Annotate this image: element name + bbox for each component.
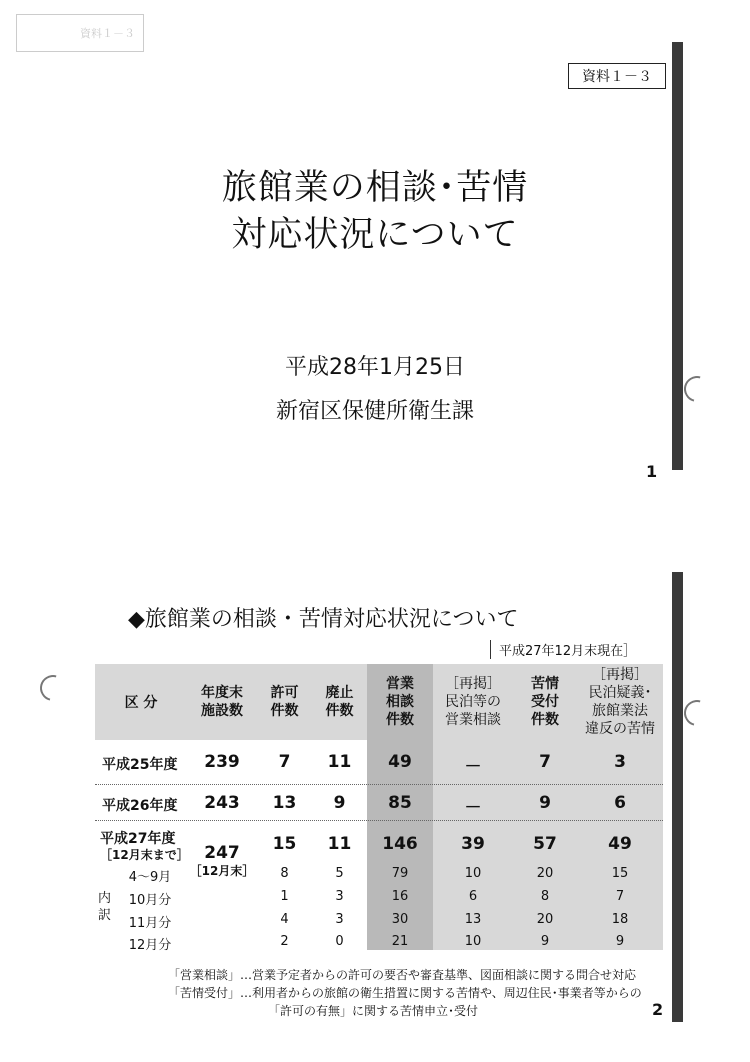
h26-complaints: 9 bbox=[539, 793, 551, 813]
h27-permits: 15 bbox=[272, 834, 297, 854]
slide1-date: 平成28年1月25日 bbox=[285, 355, 465, 380]
slide2-heading: ◆旅館業の相談・苦情対応状況について bbox=[128, 607, 519, 632]
row-divider bbox=[95, 784, 663, 785]
bd-closures-2: 3 bbox=[335, 912, 344, 927]
h26-closures: 9 bbox=[333, 793, 346, 813]
row-label-h25: 平成25年度 bbox=[102, 757, 178, 773]
bd-label-0: 4～9月 bbox=[128, 870, 172, 885]
bd-business-2: 30 bbox=[391, 912, 409, 927]
bd-business-1: 16 bbox=[391, 889, 409, 904]
bd-business-minpaku-2: 13 bbox=[464, 912, 482, 927]
bd-business-0: 79 bbox=[391, 866, 409, 881]
header-business: 営業 相談 件数 bbox=[386, 676, 414, 728]
h25-closures: 11 bbox=[327, 752, 352, 772]
bd-permits-3: 2 bbox=[280, 934, 289, 949]
note-business-consultation: 「営業相談」…営業予定者からの許可の要否や審査基準、図面相談に関する問合せ対応 bbox=[168, 968, 637, 982]
punch-hole-icon bbox=[35, 670, 71, 706]
slide1-title-line1: 旅館業の相談･苦情 bbox=[221, 168, 529, 208]
bd-label-3: 12月分 bbox=[128, 938, 172, 953]
document-label: 資料１－３ bbox=[568, 63, 666, 89]
h26-permits: 13 bbox=[272, 793, 297, 813]
h26-business-minpaku: － bbox=[464, 798, 482, 818]
slide1-title-line2: 対応状況について bbox=[231, 215, 519, 255]
h27-business-minpaku: 39 bbox=[461, 834, 485, 854]
bd-complaints-minpaku-3: 9 bbox=[615, 934, 625, 949]
breakdown-label: 内訳 bbox=[98, 891, 112, 923]
h25-business-minpaku: － bbox=[464, 757, 482, 777]
bd-closures-3: 0 bbox=[335, 934, 344, 949]
h25-business: 49 bbox=[388, 752, 412, 772]
h27-complaints: 57 bbox=[533, 834, 557, 854]
h26-complaints-minpaku: 6 bbox=[614, 793, 626, 813]
row-divider bbox=[95, 820, 663, 821]
faded-document-stamp: 資料１－３ bbox=[16, 14, 144, 52]
bd-business-minpaku-1: 6 bbox=[468, 889, 478, 904]
bd-complaints-minpaku-0: 15 bbox=[611, 866, 629, 881]
note-complaint-receipt: 「苦情受付」…利用者からの旅館の衛生措置に関する苦情や、周辺住民･事業者等からの bbox=[168, 986, 642, 1000]
bd-complaints-2: 20 bbox=[536, 912, 554, 927]
header-business-minpaku: ［再掲］ 民泊等の 営業相談 bbox=[445, 676, 501, 728]
bd-complaints-minpaku-1: 7 bbox=[615, 889, 625, 904]
bd-business-3: 21 bbox=[391, 934, 409, 949]
slide1-department: 新宿区保健所衛生課 bbox=[275, 399, 474, 424]
h27-business: 146 bbox=[382, 834, 418, 854]
header-facilities: 年度末 施設数 bbox=[201, 685, 243, 719]
bd-closures-0: 5 bbox=[335, 866, 344, 881]
binder-bar-bottom bbox=[672, 572, 683, 1022]
h27-closures: 11 bbox=[327, 834, 352, 854]
bd-permits-2: 4 bbox=[280, 912, 289, 927]
bd-complaints-3: 9 bbox=[540, 934, 550, 949]
bd-complaints-minpaku-2: 18 bbox=[611, 912, 629, 927]
bd-closures-1: 3 bbox=[335, 889, 344, 904]
h26-facilities: 243 bbox=[204, 793, 240, 813]
h27-facilities: 247 bbox=[204, 843, 240, 863]
bd-permits-1: 1 bbox=[280, 889, 289, 904]
header-kubun: 区 分 bbox=[124, 695, 158, 711]
bd-complaints-1: 8 bbox=[540, 889, 550, 904]
h25-permits: 7 bbox=[278, 752, 291, 772]
bd-permits-0: 8 bbox=[280, 866, 289, 881]
bd-complaints-0: 20 bbox=[536, 866, 554, 881]
row-label-h26: 平成26年度 bbox=[102, 798, 178, 814]
header-complaints: 苦情 受付 件数 bbox=[531, 676, 559, 728]
row-label-h27: 平成27年度 bbox=[100, 831, 176, 847]
bd-business-minpaku-0: 10 bbox=[464, 866, 482, 881]
h25-complaints: 7 bbox=[539, 752, 551, 772]
h27-facilities-note: ［12月末］ bbox=[189, 864, 255, 878]
slide2-page-number: 2 bbox=[652, 1000, 664, 1019]
header-permits: 許可 件数 bbox=[270, 685, 299, 719]
note-complaint-receipt-cont: 「許可の有無」に関する苦情申立･受付 bbox=[268, 1004, 479, 1018]
header-closures: 廃止 件数 bbox=[325, 685, 354, 719]
h25-facilities: 239 bbox=[204, 752, 240, 772]
h26-business: 85 bbox=[388, 793, 412, 813]
punch-hole-icon bbox=[679, 695, 715, 731]
bd-label-2: 11月分 bbox=[128, 916, 172, 931]
header-complaints-minpaku: ［再掲］ 民泊疑義･ 旅館業法 違反の苦情 bbox=[585, 667, 655, 737]
bd-label-1: 10月分 bbox=[128, 893, 172, 908]
as-of-note: 平成27年12月末現在］ bbox=[490, 640, 636, 659]
h25-complaints-minpaku: 3 bbox=[614, 752, 626, 772]
h27-complaints-minpaku: 49 bbox=[608, 834, 632, 854]
slide1-page-number: 1 bbox=[646, 462, 658, 481]
row-label-h27-sub: ［12月末まで］ bbox=[100, 848, 189, 862]
bd-business-minpaku-3: 10 bbox=[464, 934, 482, 949]
